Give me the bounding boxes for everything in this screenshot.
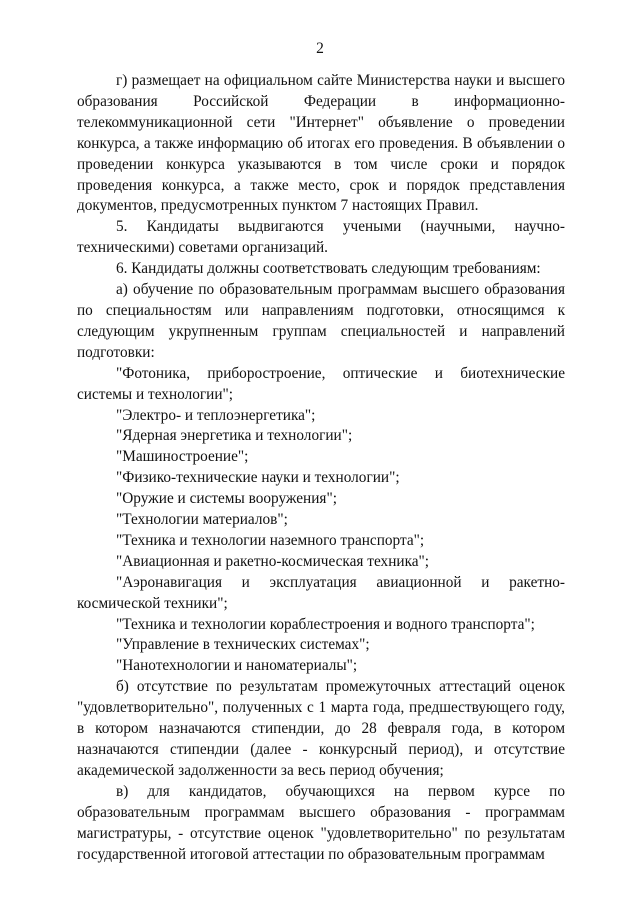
paragraph-6-requirements: 6. Кандидаты должны соответствовать следующим требованиям:	[116, 260, 541, 278]
list-item-specialty: "Фотоника, приборостроение, оптические и биотехнические системы и технологии";	[77, 364, 565, 403]
list-item-specialty: "Техника и технологии наземного транспорта";	[116, 531, 425, 549]
list-item-specialty: "Физико-технические науки и технологии";	[116, 469, 400, 487]
list-item-specialty: "Нанотехнологии и наноматериалы";	[116, 657, 358, 675]
list-item-specialty: "Управление в технических системах";	[116, 636, 370, 654]
list-item-specialty: "Машиностроение";	[116, 448, 249, 466]
paragraph-b-no-satisfactory-grades: б) отсутствие по результатам промежуточных аттестаций оценок "удовлетворительно", полученных с 1 марта года, предшествующего году, в котором назначаются стипендии, до 28 февраля года, в котором назначаются стипендии (далее - конкурсный период), и отсутствие академической задолженности за весь период обучения;	[77, 678, 565, 779]
document-body	[77, 71, 565, 865]
list-item-specialty: "Авиационная и ракетно-космическая техника";	[116, 552, 430, 570]
list-item-specialty: "Техника и технологии кораблестроения и водного транспорта";	[116, 615, 535, 633]
page-number: 2	[316, 40, 324, 57]
paragraph-5-candidates-nomination: 5. Кандидаты выдвигаются учеными (научными, научно-техническими) советами организаций.	[77, 218, 565, 257]
list-item-specialty: "Технологии материалов";	[116, 511, 288, 529]
paragraph-v-first-year-masters: в) для кандидатов, обучающихся на первом курсе по образовательным программам высшего образования - программам магистратуры, - отсутствие оценок "удовлетворительно" по результатам государственной итоговой аттестации по образовательным программам	[77, 782, 565, 863]
paragraph-a-education: а) обучение по образовательным программам высшего образования по специальностям или направлениям подготовки, относящимся к следующим укрупненным группам специальностей и направлений подготовки:	[77, 281, 565, 361]
list-item-specialty: "Электро- и теплоэнергетика";	[116, 406, 316, 424]
list-item-specialty: "Ядерная энергетика и технологии";	[116, 427, 353, 445]
list-item-specialty: "Аэронавигация и эксплуатация авиационной и ракетно-космической техники";	[77, 573, 565, 612]
paragraph-g-announcement: г) размещает на официальном сайте Министерства науки и высшего образования Российской Федерации в информационно-телекоммуникационной сети "Интернет" объявление о проведении конкурса, а также информацию об итогах его проведения. В объявлении о проведении конкурса указываются в том числе сроки и порядок проведения конкурса, а также место, срок и порядок представления документов, предусмотренных пунктом 7 настоящих Правил.	[77, 72, 565, 215]
list-item-specialty: "Оружие и системы вооружения";	[116, 490, 337, 508]
